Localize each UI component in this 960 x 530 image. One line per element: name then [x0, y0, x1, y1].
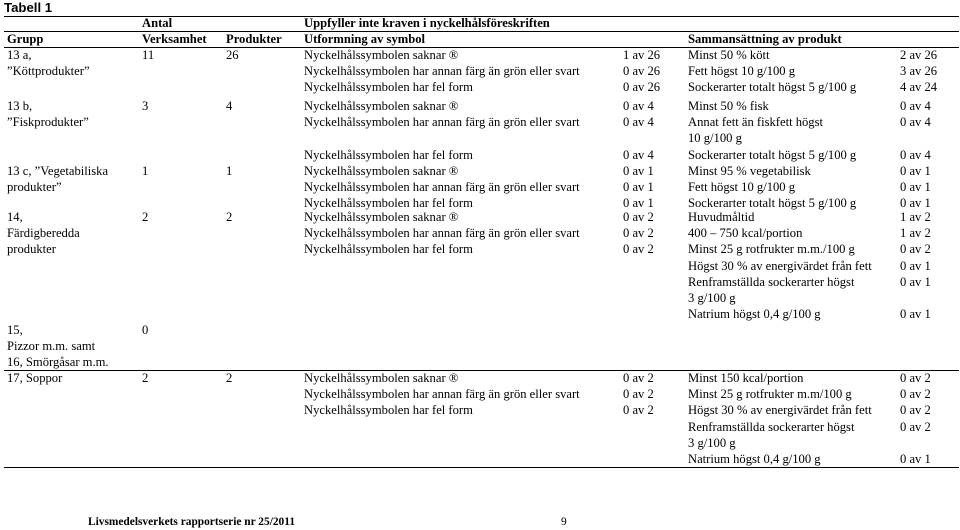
composition-requirement: Högst 30 % av energivärdet från fett — [688, 403, 872, 418]
symbol-count: 0 av 4 — [623, 99, 654, 113]
composition-count: 0 av 1 — [900, 258, 931, 273]
header-sammansattning: Sammansättning av produkt — [688, 32, 842, 46]
report-series: Livsmedelsverkets rapportserie nr 25/2011 — [88, 516, 296, 528]
composition-requirement: Annat fett än fiskfett högst — [688, 115, 824, 130]
composition-requirement: 3 g/100 g — [688, 435, 736, 450]
composition-count: 0 av 2 — [900, 403, 931, 418]
group-verksamhet-count: 11 — [142, 48, 155, 62]
composition-requirement: Sockerarter totalt högst 5 g/100 g — [688, 80, 857, 95]
group-verksamhet-count: 0 — [142, 323, 149, 337]
composition-count: 0 av 1 — [900, 274, 931, 289]
composition-requirement: Minst 150 kcal/portion — [688, 371, 804, 385]
composition-requirement: Minst 95 % vegetabilisk — [688, 164, 811, 178]
composition-count: 0 av 1 — [900, 164, 931, 178]
symbol-requirement: Nyckelhålssymbolen har annan färg än grön eller svart — [304, 115, 580, 130]
group-name-line: 16, Smörgåsar m.m. — [7, 355, 109, 370]
composition-count: 1 av 2 — [900, 210, 931, 224]
composition-count: 0 av 1 — [900, 180, 931, 195]
group-verksamhet-count: 1 — [142, 164, 149, 178]
symbol-requirement: Nyckelhålssymbolen har fel form — [304, 196, 473, 211]
composition-requirement: 3 g/100 g — [688, 291, 736, 305]
composition-count: 0 av 2 — [900, 387, 931, 402]
symbol-count: 0 av 2 — [623, 242, 654, 257]
symbol-requirement: Nyckelhålssymbolen saknar ® — [304, 164, 459, 178]
symbol-count: 0 av 2 — [623, 371, 654, 385]
symbol-requirement: Nyckelhålssymbolen har annan färg än grön eller svart — [304, 387, 580, 402]
symbol-requirement: Nyckelhålssymbolen har fel form — [304, 403, 473, 418]
symbol-count: 0 av 2 — [623, 210, 654, 224]
composition-requirement: Minst 25 g rotfrukter m.m./100 g — [688, 242, 855, 257]
group-name-line: 17, Soppor — [7, 371, 63, 385]
composition-count: 0 av 4 — [900, 147, 931, 162]
symbol-requirement: Nyckelhålssymbolen har fel form — [304, 147, 473, 162]
group-name-line: 14, — [7, 210, 23, 224]
symbol-requirement: Nyckelhålssymbolen har fel form — [304, 80, 473, 95]
composition-requirement: Renframställda sockerarter högst — [688, 274, 855, 289]
symbol-count: 0 av 4 — [623, 147, 654, 162]
group-verksamhet-count: 2 — [142, 210, 149, 224]
group-produkter-count: 2 — [226, 210, 233, 224]
composition-count: 2 av 26 — [900, 48, 938, 62]
header-uppfyller: Uppfyller inte kraven i nyckelhålsföreskriften — [304, 16, 550, 30]
group-verksamhet-count: 2 — [142, 371, 149, 385]
symbol-count: 0 av 1 — [623, 164, 654, 178]
symbol-requirement: Nyckelhålssymbolen saknar ® — [304, 371, 459, 385]
header-verksamhet: Verksamhet — [142, 32, 207, 46]
group-name-line: 13 a, — [7, 48, 32, 62]
group-name-line: 13 c, ”Vegetabiliska — [7, 164, 109, 178]
composition-requirement: Minst 50 % kött — [688, 48, 770, 62]
symbol-count: 0 av 2 — [623, 226, 654, 241]
composition-requirement: Sockerarter totalt högst 5 g/100 g — [688, 147, 857, 162]
header-grupp: Grupp — [7, 32, 44, 46]
symbol-requirement: Nyckelhålssymbolen saknar ® — [304, 48, 459, 62]
group-name-line: 13 b, — [7, 99, 33, 113]
composition-requirement: Minst 25 g rotfrukter m.m/100 g — [688, 387, 852, 402]
group-verksamhet-count: 3 — [142, 99, 149, 113]
composition-count: 0 av 2 — [900, 371, 931, 385]
group-name-line: produkter — [7, 242, 56, 257]
group-produkter-count: 4 — [226, 99, 233, 113]
group-produkter-count: 1 — [226, 164, 233, 178]
group-name-line: ”Köttprodukter” — [7, 64, 90, 79]
composition-requirement: Fett högst 10 g/100 g — [688, 64, 796, 79]
composition-count: 0 av 1 — [900, 307, 931, 322]
symbol-requirement: Nyckelhålssymbolen saknar ® — [304, 99, 459, 113]
composition-count: 0 av 1 — [900, 452, 931, 466]
composition-count: 0 av 4 — [900, 115, 931, 130]
composition-count: 0 av 2 — [900, 419, 931, 434]
page-number: 9 — [561, 516, 567, 528]
symbol-count: 0 av 2 — [623, 403, 654, 418]
symbol-requirement: Nyckelhålssymbolen har annan färg än grön eller svart — [304, 226, 580, 241]
composition-count: 0 av 1 — [900, 196, 931, 211]
header-antal: Antal — [142, 16, 173, 30]
symbol-requirement: Nyckelhålssymbolen har annan färg än grön eller svart — [304, 64, 580, 79]
composition-requirement: 10 g/100 g — [688, 131, 742, 146]
symbol-count: 0 av 2 — [623, 387, 654, 402]
symbol-requirement: Nyckelhålssymbolen saknar ® — [304, 210, 459, 224]
composition-requirement: Natrium högst 0,4 g/100 g — [688, 307, 821, 322]
group-separator — [4, 467, 959, 468]
group-name-line: ”Fiskprodukter” — [7, 115, 89, 130]
symbol-requirement: Nyckelhålssymbolen har fel form — [304, 242, 473, 257]
composition-requirement: Minst 50 % fisk — [688, 99, 769, 113]
symbol-count: 0 av 26 — [623, 80, 661, 95]
group-produkter-count: 26 — [226, 48, 239, 62]
composition-requirement: Högst 30 % av energivärdet från fett — [688, 258, 872, 273]
symbol-count: 0 av 1 — [623, 196, 654, 211]
table-title: Tabell 1 — [4, 0, 53, 15]
symbol-requirement: Nyckelhålssymbolen har annan färg än grön eller svart — [304, 180, 580, 195]
group-name-line: Pizzor m.m. samt — [7, 339, 96, 354]
composition-requirement: Huvudmåltid — [688, 210, 755, 224]
composition-count: 0 av 2 — [900, 242, 931, 257]
group-name-line: Färdigberedda — [7, 226, 80, 241]
composition-requirement: Renframställda sockerarter högst — [688, 419, 855, 434]
header-utformning: Utformning av symbol — [304, 32, 426, 46]
composition-requirement: Sockerarter totalt högst 5 g/100 g — [688, 196, 857, 211]
symbol-count: 1 av 26 — [623, 48, 661, 62]
header-produkter: Produkter — [226, 32, 282, 46]
group-name-line: produkter” — [7, 180, 62, 195]
symbol-count: 0 av 4 — [623, 115, 654, 130]
composition-requirement: Fett högst 10 g/100 g — [688, 180, 796, 195]
composition-count: 4 av 24 — [900, 80, 938, 95]
group-produkter-count: 2 — [226, 371, 233, 385]
composition-count: 0 av 4 — [900, 99, 931, 113]
symbol-count: 0 av 1 — [623, 180, 654, 195]
composition-count: 1 av 2 — [900, 226, 931, 241]
composition-count: 3 av 26 — [900, 64, 938, 79]
composition-requirement: Natrium högst 0,4 g/100 g — [688, 452, 821, 466]
group-name-line: 15, — [7, 323, 23, 337]
symbol-count: 0 av 26 — [623, 64, 661, 79]
composition-requirement: 400 – 750 kcal/portion — [688, 226, 803, 241]
